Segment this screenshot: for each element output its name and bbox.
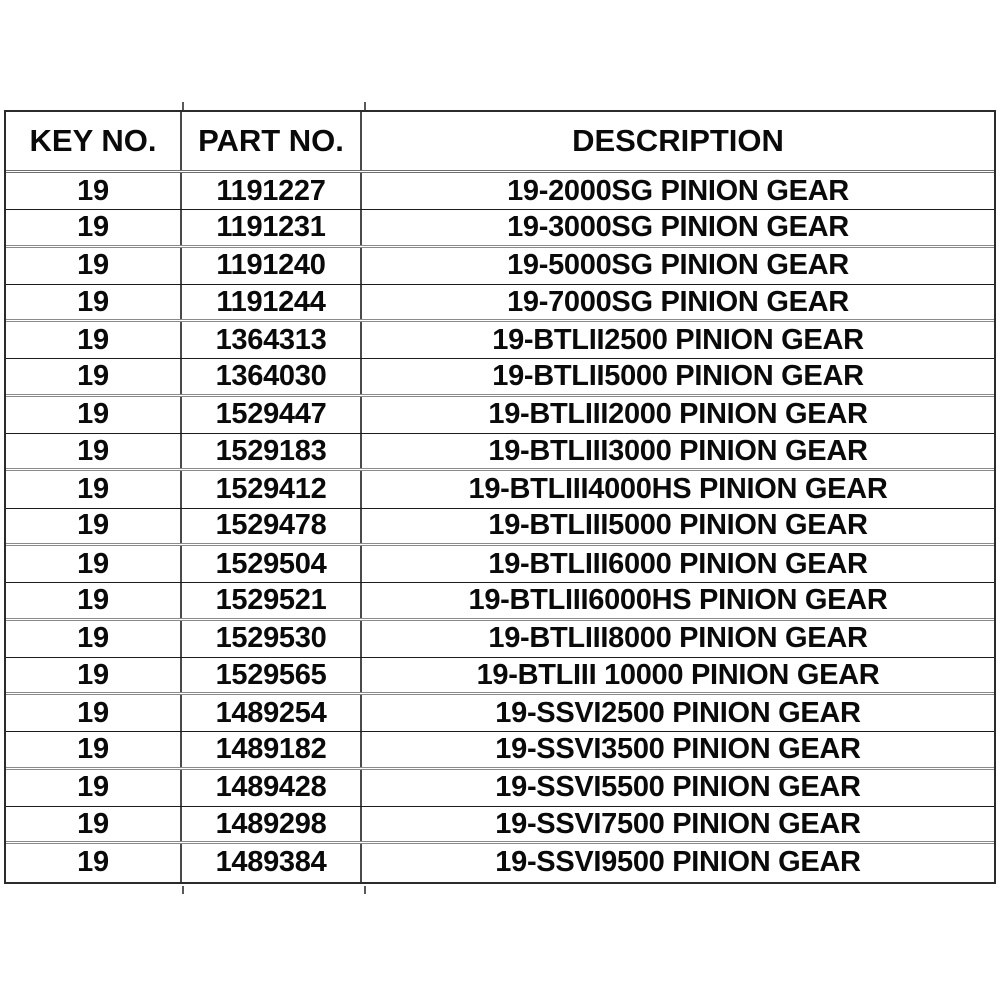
description-cell: 19-5000SG PINION GEAR bbox=[507, 249, 849, 282]
part-no-cell: 1529521 bbox=[182, 583, 362, 617]
part-no-cell: 1191240 bbox=[182, 248, 362, 284]
part-no-cell: 1191227 bbox=[182, 173, 362, 209]
description-cell: 19-SSVI7500 PINION GEAR bbox=[495, 807, 861, 840]
description-cell: 19-3000SG PINION GEAR bbox=[507, 210, 849, 243]
grid-line-stub bbox=[364, 102, 366, 110]
description-cell: 19-BTLIII6000HS PINION GEAR bbox=[468, 583, 888, 616]
description-cell: 19-BTLIII 10000 PINION GEAR bbox=[476, 658, 880, 691]
part-no-cell: 1191231 bbox=[182, 210, 362, 244]
table-row bbox=[6, 322, 994, 359]
description-cell: 19-BTLIII2000 PINION GEAR bbox=[488, 398, 868, 431]
part-no-cell: 1529478 bbox=[182, 509, 362, 543]
table-row bbox=[6, 583, 994, 620]
part-no-cell: 1529412 bbox=[182, 471, 362, 507]
description-cell: 19-BTLIII4000HS PINION GEAR bbox=[468, 473, 888, 506]
description-cell: 19-BTLIII3000 PINION GEAR bbox=[488, 434, 868, 467]
key-no-cell: 19 bbox=[6, 844, 182, 881]
table-row bbox=[6, 621, 994, 658]
part-no-cell: 1529504 bbox=[182, 546, 362, 582]
key-no-cell: 19 bbox=[6, 210, 182, 244]
description-cell: 19-SSVI5500 PINION GEAR bbox=[495, 771, 861, 804]
key-no-cell: 19 bbox=[6, 322, 182, 358]
part-no-cell: 1529447 bbox=[182, 397, 362, 433]
description-cell: 19-SSVI2500 PINION GEAR bbox=[495, 696, 861, 729]
table-row bbox=[6, 807, 994, 844]
table-row bbox=[6, 434, 994, 471]
table-row bbox=[6, 844, 994, 881]
table-row bbox=[6, 397, 994, 434]
part-no-cell: 1191244 bbox=[182, 285, 362, 319]
description-cell: 19-SSVI9500 PINION GEAR bbox=[495, 846, 861, 879]
key-no-cell: 19 bbox=[6, 285, 182, 319]
description-cell: 19-2000SG PINION GEAR bbox=[507, 174, 849, 207]
part-no-cell: 1489182 bbox=[182, 732, 362, 766]
key-no-cell: 19 bbox=[6, 359, 182, 393]
column-header-description: DESCRIPTION bbox=[572, 123, 784, 158]
description-cell: 19-BTLIII6000 PINION GEAR bbox=[488, 547, 868, 580]
key-no-cell: 19 bbox=[6, 471, 182, 507]
description-cell: 19-BTLII2500 PINION GEAR bbox=[492, 323, 864, 356]
key-no-cell: 19 bbox=[6, 807, 182, 841]
description-cell: 19-BTLIII5000 PINION GEAR bbox=[488, 509, 868, 542]
description-cell: 19-7000SG PINION GEAR bbox=[507, 285, 849, 318]
part-no-cell: 1489298 bbox=[182, 807, 362, 841]
table-row bbox=[6, 173, 994, 210]
table-row bbox=[6, 695, 994, 732]
part-no-cell: 1489254 bbox=[182, 695, 362, 731]
part-no-cell: 1529183 bbox=[182, 434, 362, 468]
key-no-cell: 19 bbox=[6, 621, 182, 657]
table-body bbox=[6, 173, 994, 882]
table-row bbox=[6, 471, 994, 508]
table-row bbox=[6, 210, 994, 247]
table-row bbox=[6, 546, 994, 583]
part-no-cell: 1529530 bbox=[182, 621, 362, 657]
table-row bbox=[6, 285, 994, 322]
table-row bbox=[6, 509, 994, 546]
key-no-cell: 19 bbox=[6, 695, 182, 731]
grid-line-stub bbox=[182, 102, 184, 110]
key-no-cell: 19 bbox=[6, 583, 182, 617]
key-no-cell: 19 bbox=[6, 658, 182, 692]
table-header-row bbox=[6, 112, 994, 173]
key-no-cell: 19 bbox=[6, 732, 182, 766]
key-no-cell: 19 bbox=[6, 770, 182, 806]
description-cell: 19-BTLII5000 PINION GEAR bbox=[492, 360, 864, 393]
key-no-cell: 19 bbox=[6, 173, 182, 209]
part-no-cell: 1489428 bbox=[182, 770, 362, 806]
key-no-cell: 19 bbox=[6, 509, 182, 543]
key-no-cell: 19 bbox=[6, 248, 182, 284]
table-row bbox=[6, 732, 994, 769]
table-row bbox=[6, 770, 994, 807]
key-no-cell: 19 bbox=[6, 546, 182, 582]
part-no-cell: 1489384 bbox=[182, 844, 362, 881]
key-no-cell: 19 bbox=[6, 397, 182, 433]
column-header-part-no: PART NO. bbox=[182, 112, 362, 170]
table-row bbox=[6, 359, 994, 396]
table-row bbox=[6, 248, 994, 285]
description-cell: 19-SSVI3500 PINION GEAR bbox=[495, 733, 861, 766]
column-header-key-no: KEY NO. bbox=[6, 112, 182, 170]
part-no-cell: 1364313 bbox=[182, 322, 362, 358]
table-row bbox=[6, 658, 994, 695]
parts-table bbox=[4, 110, 996, 884]
part-no-cell: 1529565 bbox=[182, 658, 362, 692]
part-no-cell: 1364030 bbox=[182, 359, 362, 393]
key-no-cell: 19 bbox=[6, 434, 182, 468]
description-cell: 19-BTLIII8000 PINION GEAR bbox=[488, 622, 868, 655]
grid-line-stub bbox=[364, 886, 366, 894]
grid-line-stub bbox=[182, 886, 184, 894]
